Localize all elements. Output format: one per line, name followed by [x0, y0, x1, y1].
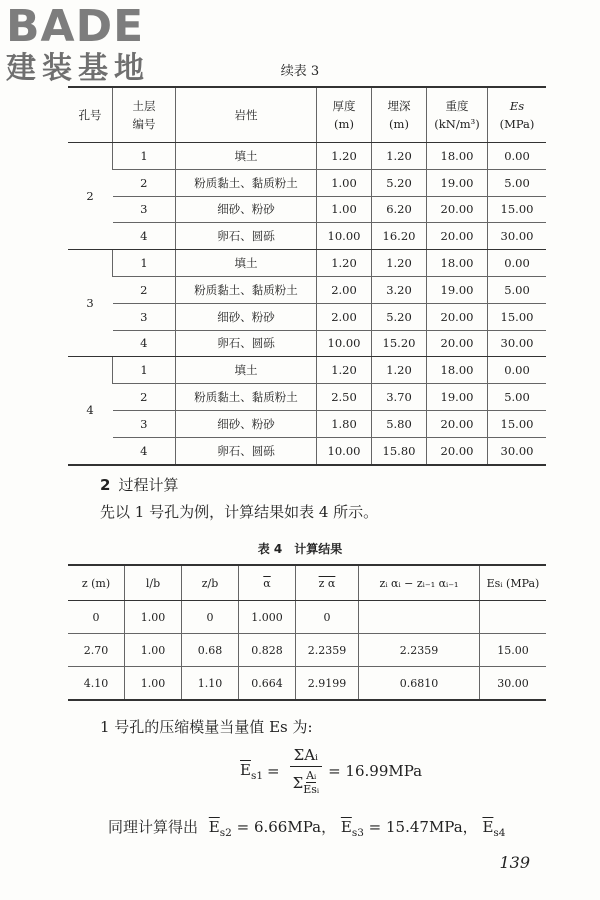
table3-cell: 1.20: [317, 250, 372, 277]
table3-row: [68, 276, 546, 303]
table3-row: [68, 303, 546, 330]
section-heading: [100, 474, 178, 495]
table3: [68, 86, 546, 466]
table3-cell: 20.00: [427, 437, 488, 464]
table4-header: z α: [296, 565, 359, 601]
hole-number: 4: [68, 357, 113, 465]
table4: [68, 564, 546, 701]
table3-cell: 1: [113, 250, 176, 277]
table4-cell: 2.2359: [359, 634, 480, 667]
table3-cell: 填土: [176, 143, 317, 170]
formula-fraction: [290, 746, 322, 796]
table3-cell: 18.00: [427, 143, 488, 170]
table3-cell: 粉质黏土、黏质粉土: [176, 169, 317, 196]
table3-row: [68, 410, 546, 437]
table3-cell: 2.50: [317, 384, 372, 411]
table4-row: [68, 667, 546, 701]
table3-cell: 5.00: [488, 276, 547, 303]
table4-cell: 2.9199: [296, 667, 359, 701]
table4-cell: 1.10: [182, 667, 239, 701]
table4-title: 表 4 计算结果: [257, 542, 343, 556]
table4-cell: 15.00: [480, 634, 547, 667]
table3-cell: 10.00: [317, 437, 372, 464]
table4-header: Esᵢ (MPa): [480, 565, 547, 601]
table3-cell: 20.00: [427, 410, 488, 437]
hole-header: 孔号: [68, 87, 113, 143]
table4-cell: [359, 601, 480, 634]
thickness-header: 厚度 (m): [317, 87, 372, 143]
table4-cell: 0.6810: [359, 667, 480, 701]
table3-cell: 1.00: [317, 196, 372, 223]
table3-cell: 30.00: [488, 330, 547, 357]
table4-cell: 0.664: [239, 667, 296, 701]
table3-cell: 5.80: [372, 410, 427, 437]
table3-row: [68, 437, 546, 464]
es-header: Es (MPa): [488, 87, 547, 143]
formula-numerator: ΣAᵢ: [290, 746, 322, 767]
table3-cell: 19.00: [427, 384, 488, 411]
table3-cell: 30.00: [488, 223, 547, 250]
table3-cell: 30.00: [488, 437, 547, 464]
table3-row: [68, 143, 546, 170]
table4-cell: 1.000: [239, 601, 296, 634]
formula-lhs: $\overline{E}_{s1}$: [240, 760, 264, 782]
table3-cell: 5.00: [488, 169, 547, 196]
table3-cell: 填土: [176, 250, 317, 277]
table3-cell: 4: [113, 330, 176, 357]
intro-text: 先以 1 号孔为例，计算结果如表 4 所示。: [100, 503, 379, 521]
table3-cell: 18.00: [427, 357, 488, 384]
table3-cell: 卵石、圆砾: [176, 223, 317, 250]
table3-cell: 1: [113, 357, 176, 384]
depth-header: 埋深 (m): [372, 87, 427, 143]
table3-cell: 细砂、粉砂: [176, 410, 317, 437]
table3-cell: 3: [113, 196, 176, 223]
table3-cell: 2: [113, 169, 176, 196]
table3-row: [68, 357, 546, 384]
similar-results: 同理计算得出 $\overline{E}_{s2} = 6.66MPa$， $\overline{E}_{s3} = 15.47MPa$， $\overline{E}_{s4}$: [108, 818, 506, 839]
table3-cell: 20.00: [427, 223, 488, 250]
layer-header: 土层 编号: [113, 87, 176, 143]
table3-row: [68, 196, 546, 223]
table4-row: [68, 634, 546, 667]
table3-cell: 0.00: [488, 143, 547, 170]
table4-cell: 2.70: [68, 634, 125, 667]
table4-header: z/b: [182, 565, 239, 601]
table4-cell: 1.00: [125, 634, 182, 667]
table3-cell: 15.20: [372, 330, 427, 357]
table3-cell: 3: [113, 303, 176, 330]
table4-cell: 1.00: [125, 667, 182, 701]
table4-cell: 0.828: [239, 634, 296, 667]
hole-number: 3: [68, 250, 113, 357]
table3-cell: 18.00: [427, 250, 488, 277]
table3-cell: 粉质黏土、黏质粉土: [176, 384, 317, 411]
section-number: 2: [100, 476, 111, 494]
table3-cell: 1.20: [372, 143, 427, 170]
table3-cell: 1.20: [372, 250, 427, 277]
table3-cell: 卵石、圆砾: [176, 330, 317, 357]
formula: $\overline{E}_{s1}$ = ΣAᵢ Σ Aᵢ Esᵢ = 16.99MPa: [240, 746, 423, 796]
table3-cell: 1.20: [317, 357, 372, 384]
logo-brand: BADE: [6, 1, 145, 52]
table3-row: [68, 223, 546, 250]
table4-cell: 2.2359: [296, 634, 359, 667]
table4-row: [68, 601, 546, 634]
table3-row: [68, 330, 546, 357]
table4-cell: 30.00: [480, 667, 547, 701]
table3-cell: 4: [113, 437, 176, 464]
table3-cell: 细砂、粉砂: [176, 196, 317, 223]
table3-cell: 2.00: [317, 303, 372, 330]
page-number: 139: [499, 853, 530, 872]
table3-cell: 20.00: [427, 303, 488, 330]
table4-header: zᵢ αᵢ − zᵢ₋₁ αᵢ₋₁: [359, 565, 480, 601]
formula-result: = 16.99MPa: [328, 762, 423, 780]
table3-cell: 19.00: [427, 276, 488, 303]
table4-cell: 0.68: [182, 634, 239, 667]
table3-cell: 3.70: [372, 384, 427, 411]
table3-cell: 15.80: [372, 437, 427, 464]
table4-cell: 1.00: [125, 601, 182, 634]
table4-header: $\overline{\alpha}$: [239, 565, 296, 601]
table3-row: [68, 250, 546, 277]
table3-row: [68, 169, 546, 196]
table3-cell: 5.20: [372, 169, 427, 196]
table3-cell: 15.00: [488, 303, 547, 330]
soil-header: 岩性: [176, 87, 317, 143]
logo-subtitle: 建装基地: [6, 51, 150, 86]
table3-cell: 粉质黏土、黏质粉土: [176, 276, 317, 303]
table3-cell: 1.20: [317, 143, 372, 170]
table4-cell: 4.10: [83, 676, 109, 690]
table3-cell: 4: [113, 223, 176, 250]
table3-cell: 1.80: [317, 410, 372, 437]
table3-cell: 15.00: [488, 196, 547, 223]
calc-description: 1 号孔的压缩模量当量值 Es 为:: [100, 718, 313, 736]
weight-header: 重度 (kN/m³): [427, 87, 488, 143]
table3-cell: 卵石、圆砾: [176, 437, 317, 464]
table3-cell: 10.00: [317, 223, 372, 250]
table3-header-row: [68, 87, 546, 143]
table4-header-row: [68, 565, 546, 601]
table3-cell: 16.20: [372, 223, 427, 250]
table3-cell: 1.00: [317, 169, 372, 196]
table4-header: z (m): [68, 565, 125, 601]
table4-cell: 0: [296, 601, 359, 634]
table3-cell: 2: [113, 276, 176, 303]
table3-cell: 1.20: [372, 357, 427, 384]
table3-cell: 19.00: [427, 169, 488, 196]
table3-cell: 2.00: [317, 276, 372, 303]
table3-title: 续表 3: [280, 64, 320, 79]
table3-row: [68, 384, 546, 411]
table3-cell: 20.00: [427, 330, 488, 357]
section-title: 过程计算: [118, 476, 179, 494]
table4-header: l/b: [125, 565, 182, 601]
table3-cell: 0.00: [488, 357, 547, 384]
table3-cell: 15.00: [488, 410, 547, 437]
table3-cell: 5.00: [488, 384, 547, 411]
table3-cell: 0.00: [488, 250, 547, 277]
hole-number: 2: [68, 143, 113, 250]
table3-cell: 3: [113, 410, 176, 437]
table4-cell: [480, 601, 547, 634]
table3-cell: 3.20: [372, 276, 427, 303]
table3-cell: 6.20: [372, 196, 427, 223]
formula-denominator: Σ Aᵢ Esᵢ: [292, 769, 320, 796]
table3-cell: 1: [113, 143, 176, 170]
table3-cell: 20.00: [427, 196, 488, 223]
table3-cell: 填土: [176, 357, 317, 384]
table3-cell: 2: [113, 384, 176, 411]
table3-cell: 5.20: [372, 303, 427, 330]
table3-cell: 10.00: [317, 330, 372, 357]
table4-cell: 0: [68, 601, 125, 634]
table4-cell: 0: [182, 601, 239, 634]
table3-cell: 细砂、粉砂: [176, 303, 317, 330]
